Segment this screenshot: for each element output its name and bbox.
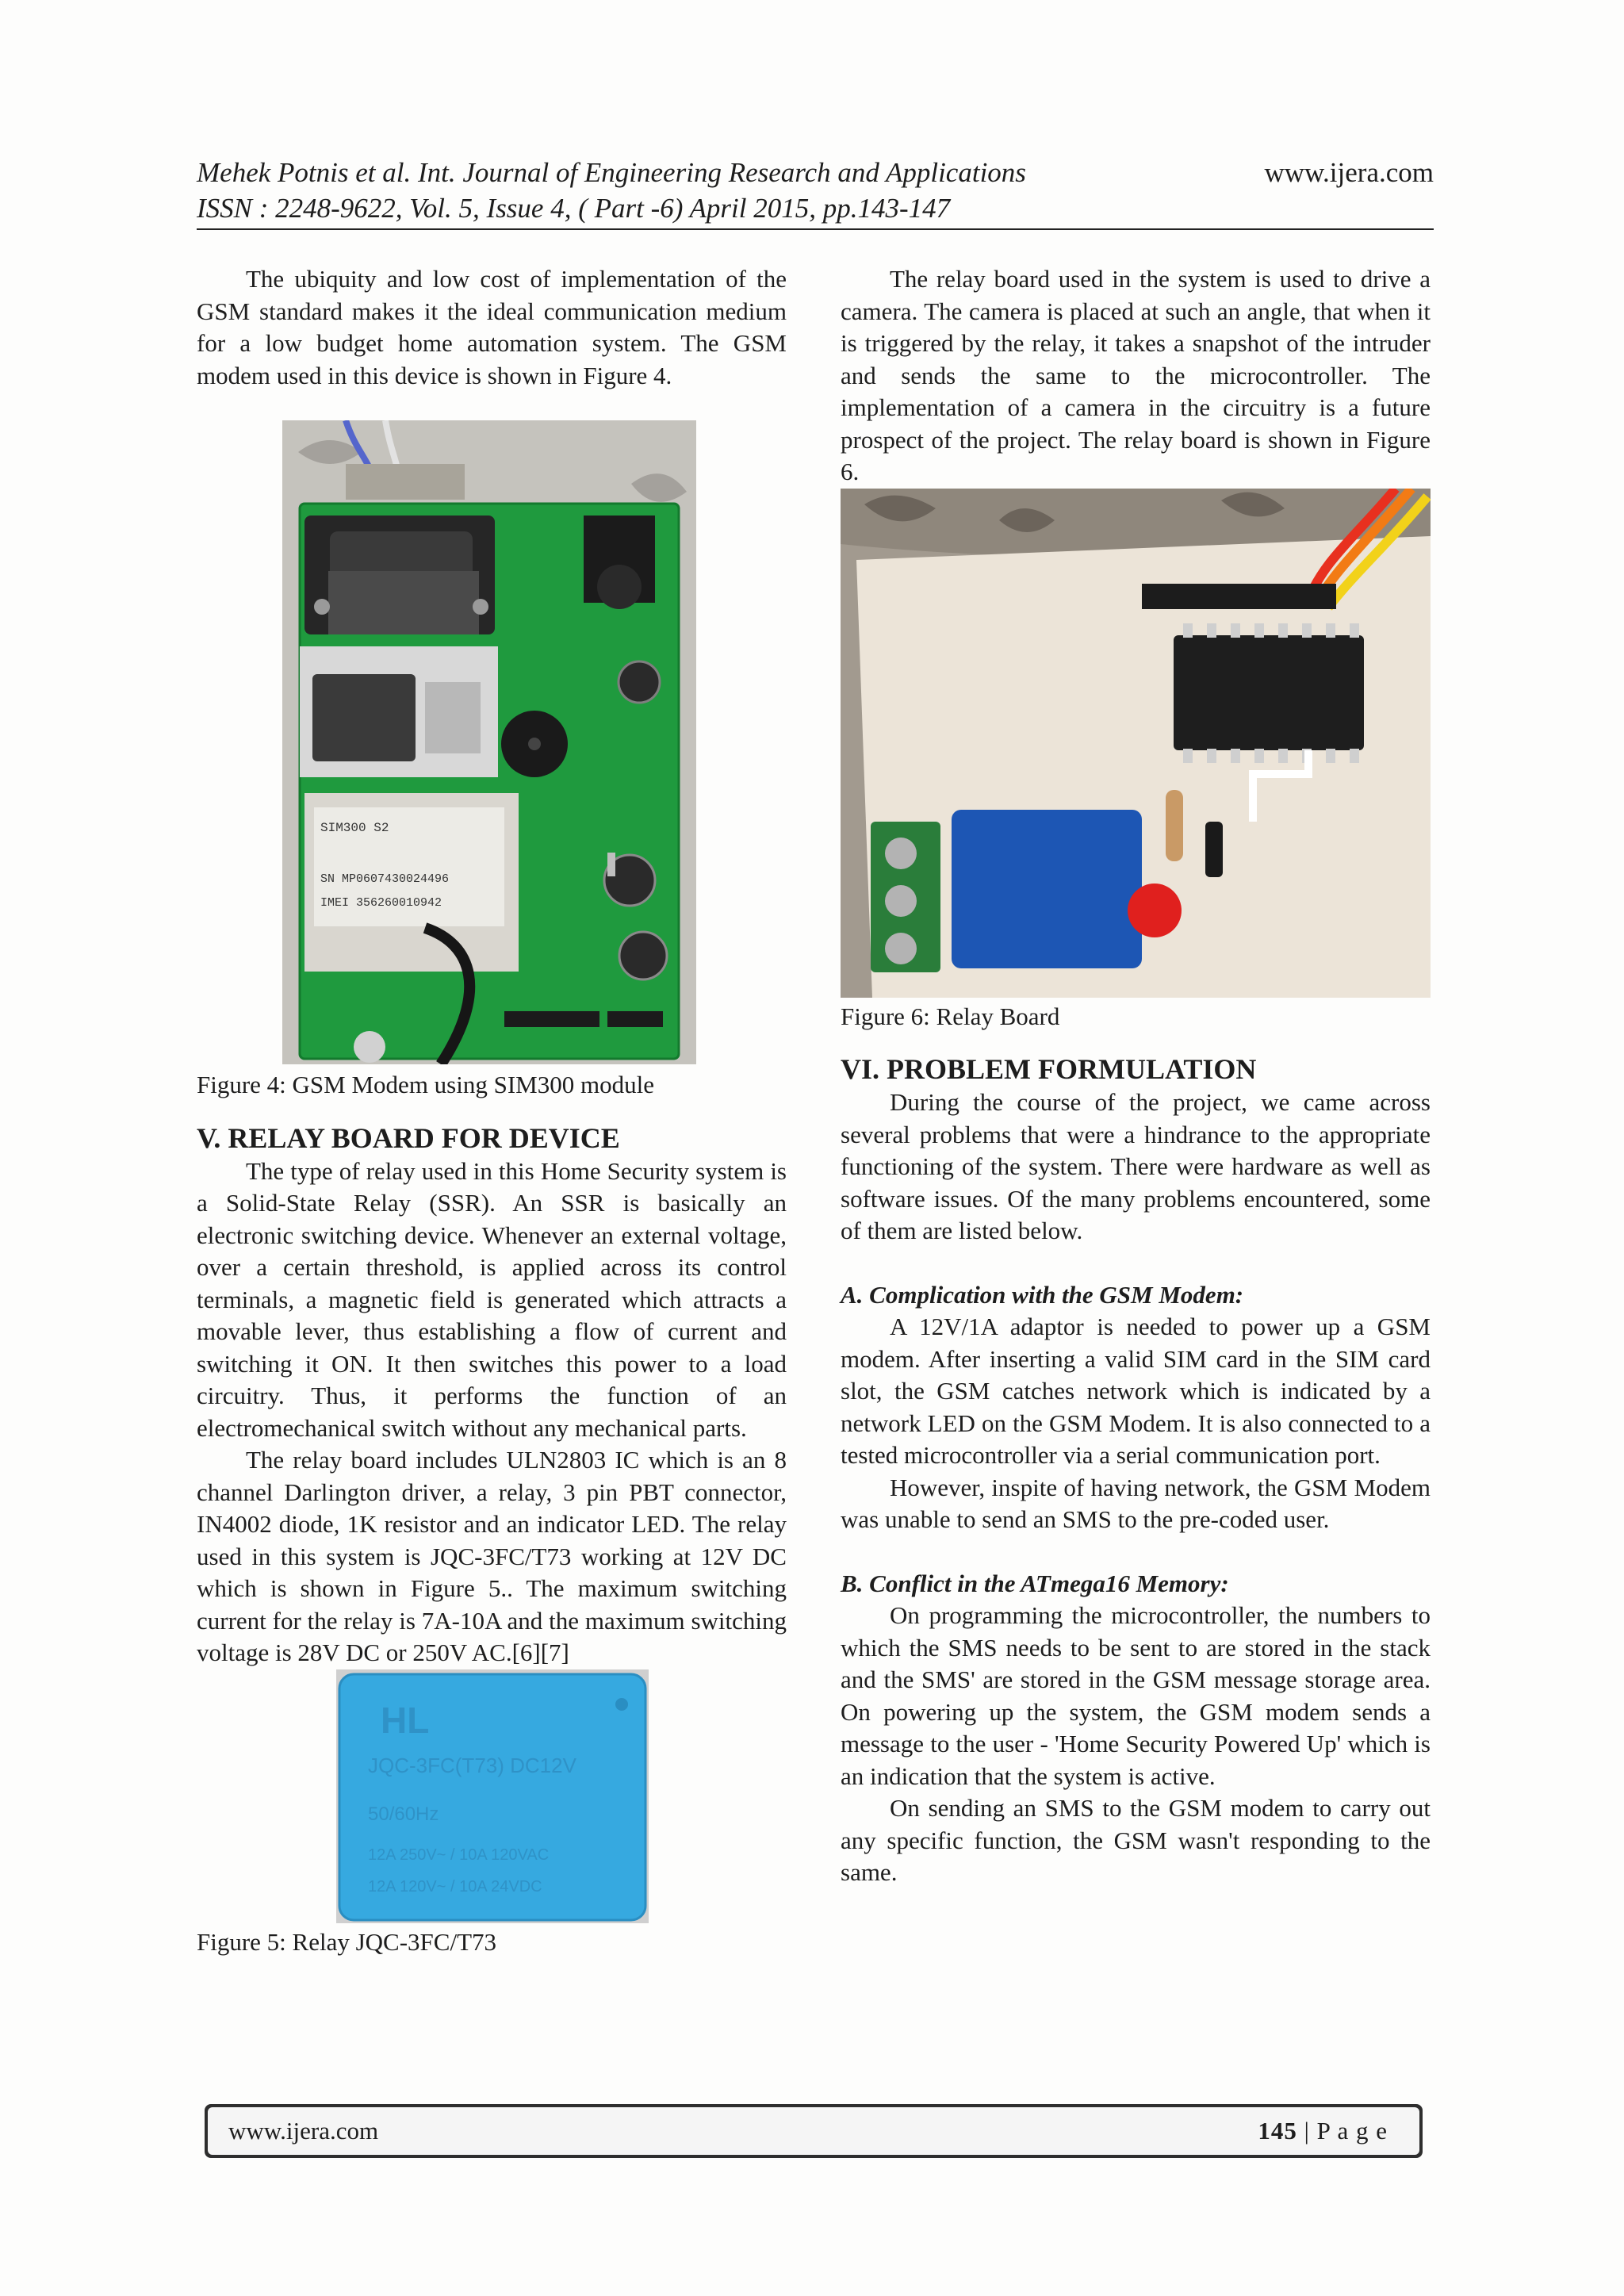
module-label-line3: IMEI 356260010942	[320, 896, 442, 910]
relay-photo	[336, 1669, 649, 1923]
running-header-citation	[197, 155, 1434, 190]
figure-6-caption: Figure 6: Relay Board	[841, 1002, 1060, 1030]
relay-board-photo	[841, 489, 1431, 998]
page-label: | P a g e	[1297, 2117, 1388, 2145]
section-6-paragraph-1: During the course of the project, we came across several problems that were a hindrance to the appropriate functioning of the system. There were hardware as well as software issues. Of the many problems encountered, some of them are listed below.	[841, 1088, 1431, 1244]
section-5-title: V. RELAY BOARD FOR DEVICE	[197, 1121, 620, 1154]
right-column	[841, 263, 1431, 1889]
relay-marking-line4: 12A 120V~ / 10A 24VDC	[368, 1877, 542, 1895]
subsection-a-paragraph-2: However, inspite of having network, the GSM Modem was unable to send an SMS to the pre-coded user.	[841, 1473, 1431, 1533]
relay-marking-line2: 50/60Hz	[368, 1803, 439, 1825]
footer-url: www.ijera.com	[228, 2117, 379, 2145]
module-label-line2: SN MP0607430024496	[320, 872, 450, 886]
page-number-value: 145	[1258, 2117, 1297, 2145]
journal-citation: Mehek Potnis et al. Int. Journal of Engineering Research and Applications	[197, 157, 1026, 188]
gsm-modem-photo	[282, 420, 696, 1064]
intro-paragraph: The ubiquity and low cost of implementation of the GSM standard makes it the ideal communication medium for a low budget home automation system. The GSM modem used in this device is shown in Figure 4.	[197, 265, 787, 389]
section-5-paragraph-2: The relay board includes ULN2803 IC which is an 8 channel Darlington driver, a relay, 3 pin PBT connector, IN4002 diode, 1K resistor and an indicator LED. The relay used in this system is JQC-3FC/T73 working at 12V DC which is shown in Figure 5.. The maximum switching current for the relay is 7A-10A and the maximum switching voltage is 28V DC or 250V AC.[6][7]	[197, 1446, 787, 1666]
module-label-line1: SIM300 S2	[320, 821, 389, 835]
header-rule	[197, 228, 1434, 230]
relay-illustration	[336, 1669, 649, 1923]
left-column	[197, 263, 787, 1958]
page-number	[1258, 2107, 1388, 2155]
footer-bar	[208, 2107, 1419, 2155]
subsection-a-paragraph-1: A 12V/1A adaptor is needed to power up a GSM modem. After inserting a valid SIM card in the SIM card slot, the GSM catches network which is indicated by a network LED on the GSM Modem. It is also connected to a tested microcontroller via a serial communication port.	[841, 1313, 1431, 1469]
issn-line: ISSN : 2248-9622, Vol. 5, Issue 4, ( Part -6) April 2015, pp.143-147	[197, 193, 951, 224]
section-6-title: VI. PROBLEM FORMULATION	[841, 1053, 1257, 1085]
relay-brand: HL	[381, 1699, 430, 1741]
page-footer	[205, 2104, 1423, 2158]
relay-marking-line3: 12A 250V~ / 10A 120VAC	[368, 1846, 550, 1864]
gsm-modem-illustration	[282, 420, 696, 1064]
figure-4-caption: Figure 4: GSM Modem using SIM300 module	[197, 1071, 654, 1098]
subsection-b-title: B. Conflict in the ATmega16 Memory:	[841, 1569, 1229, 1597]
relay-board-intro: The relay board used in the system is used to drive a camera. The camera is placed at such an angle, that when it is triggered by the relay, it takes a snapshot of the intruder and sends the same to the microcontroller. The implementation of a camera in the circuitry is a future prospect of the project. The relay board is shown in Figure 6.	[841, 265, 1431, 485]
figure-5-caption: Figure 5: Relay JQC-3FC/T73	[197, 1927, 497, 1956]
subsection-b-paragraph-2: On sending an SMS to the GSM modem to carry out any specific function, the GSM wasn't responding to the same.	[841, 1794, 1431, 1886]
relay-board-illustration	[841, 489, 1431, 998]
subsection-a-title: A. Complication with the GSM Modem:	[841, 1280, 1244, 1309]
subsection-b-paragraph-1: On programming the microcontroller, the numbers to which the SMS needs to be sent to are stored in the stack and the SMS' are stored in the GSM message storage area. On powering up the system, the GSM modem sends a message to the user - 'Home Security Powered Up' which is an indication that the system is active.	[841, 1601, 1431, 1790]
relay-marking-line1: JQC-3FC(T73) DC12V	[368, 1753, 576, 1777]
section-5-paragraph-1: The type of relay used in this Home Security system is a Solid-State Relay (SSR). An SSR is basically an electronic switching device. Whenever an external voltage, over a certain threshold, is applied across its control terminals, a magnetic field is generated which attracts a movable lever, thus establishing a flow of current and switching it ON. It then switches this power to a load circuitry. Thus, it performs the function of an electromechanical switch without any mechanical parts.	[197, 1156, 787, 1442]
journal-website: www.ijera.com	[1264, 157, 1434, 188]
